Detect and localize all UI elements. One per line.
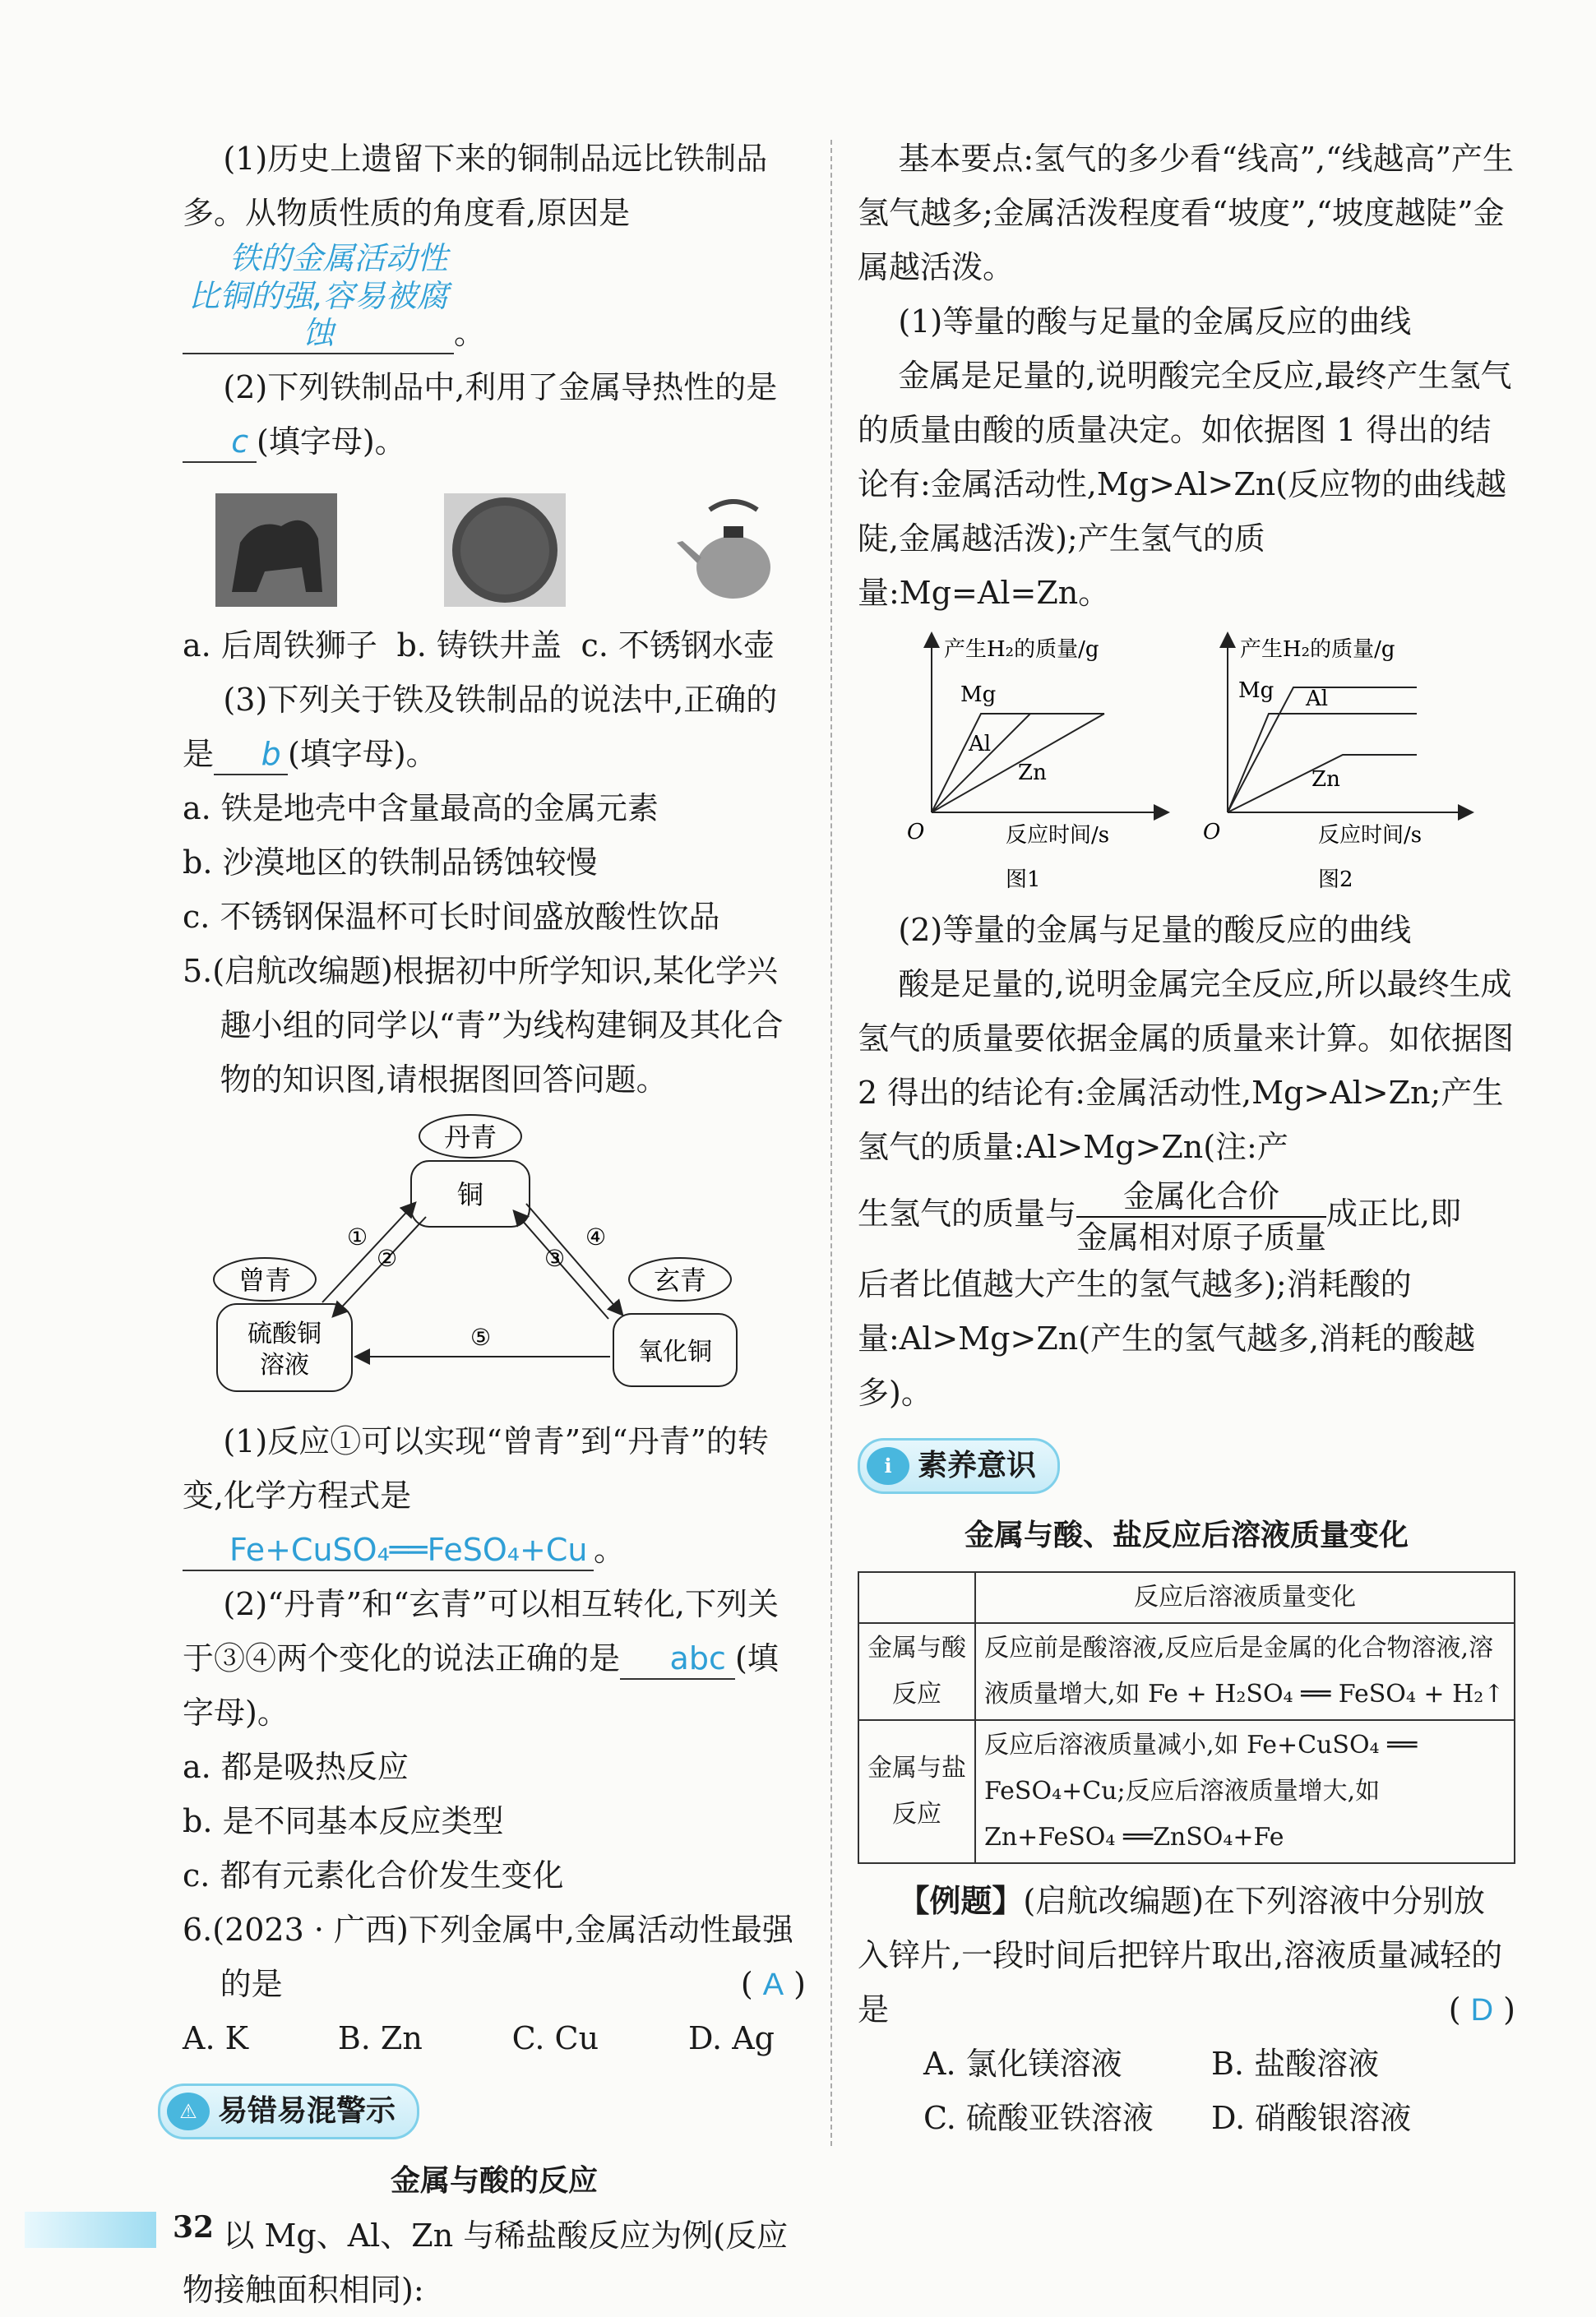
q5-2-option-b: b. 是不同基本反应类型 — [183, 1803, 504, 1840]
example-option-b: B. 盐酸溶液 — [1211, 2045, 1380, 2082]
q4-1: (1)历史上遗留下来的铜制品远比铁制品多。从物质性质的角度看,原因是铁的金属活动性比铜的强,容易被腐蚀 。 — [183, 132, 806, 360]
graph2-caption: 图2 — [1318, 867, 1353, 892]
error-warning-banner — [158, 2083, 419, 2139]
footer-decoration — [25, 2212, 156, 2248]
q5-2-answer: abc — [620, 1640, 735, 1680]
q6-option-b: B. Zn — [337, 2020, 423, 2057]
q4-3: (3)下列关于铁及铁制品的说法中,正确的是 b (填字母)。 — [183, 673, 806, 781]
graph2-al-label: Al — [1306, 687, 1329, 711]
label-4: ④ — [585, 1223, 607, 1251]
fraction-denominator: 金属相对原子质量 — [1076, 1219, 1327, 1256]
q4-3-answer: b — [214, 736, 288, 775]
example-answer-bracket: ( D ) — [1448, 1991, 1515, 2028]
zengqing-label: 曾青 — [238, 1265, 292, 1297]
graph1-zn-label: Zn — [1018, 761, 1047, 785]
row1-text: 反应前是酸溶液,反应后是金属的化合物溶液,溶液质量增大,如 Fe + H₂SO₄ ══ FeSO₄ + H₂↑ — [975, 1623, 1515, 1720]
danqing-label: 丹青 — [443, 1122, 497, 1154]
q6-answer-bracket: ( A ) — [740, 1966, 806, 2003]
graph2-xlabel: 反应时间/s — [1318, 823, 1423, 848]
fraction-numerator: 金属化合价 — [1076, 1177, 1326, 1218]
paragraph-fig2: 酸是足量的,说明金属完全反应,所以最终生成氢气的质量要依据金属的质量来计算。如依据图 2 得出的结论有:金属活动性,Mg>Al>Zn;产生氢气的质量:Al>Mg>Zn(注:产 — [858, 966, 1515, 1165]
graph1-origin: O — [907, 820, 925, 844]
copper-knowledge-diagram — [183, 1113, 806, 1409]
q4-2-option-a: a. 后周铁狮子 — [183, 627, 377, 664]
example-question: 【例题】(启航改编题)在下列溶液中分别放入锌片,一段时间后把锌片取出,溶液质量减轻的是 ( D ) — [858, 1874, 1515, 2037]
graph1-ylabel: 产生H₂的质量/g — [944, 637, 1099, 662]
example-option-a: A. 氯化镁溶液 — [923, 2045, 1122, 2082]
q4-2-options — [183, 618, 775, 673]
subheading-1: (1)等量的酸与足量的金属反应的曲线 — [898, 303, 1412, 340]
iron-products-photos — [215, 493, 806, 607]
graph1-mg-label: Mg — [960, 682, 997, 707]
page-number: 32 — [173, 2210, 215, 2245]
row1-label: 金属与酸反应 — [858, 1623, 975, 1720]
q5-2-option-a: a. 都是吸热反应 — [183, 1749, 409, 1786]
ratio-line: 生氢气的质量与 $\frac{\text{金属化合价}}{\text{金属相对原子质量}}$ 成正比,即 — [858, 1177, 1462, 1256]
q6-options — [183, 2011, 775, 2065]
xuanqing-label: 玄青 — [653, 1265, 707, 1297]
q6-option-a: A. K — [183, 2020, 248, 2057]
arrow-4 — [526, 1204, 622, 1314]
ratio-fraction — [1076, 1177, 1326, 1257]
graph2-mg-label: Mg — [1238, 678, 1274, 703]
literacy-title: 素养意识 — [918, 1448, 1037, 1482]
hydrogen-graphs — [858, 623, 1515, 903]
copper-label: 铜 — [456, 1179, 484, 1211]
q4-3-option-c: c. 不锈钢保温杯可长时间盛放酸性饮品 — [183, 899, 720, 936]
q4-2-option-c: c. 不锈钢水壶 — [581, 627, 775, 664]
section-heading-metal-acid: 金属与酸的反应 — [390, 2164, 598, 2199]
q6-answer: A — [762, 1968, 784, 2003]
q4-2-answer: c — [183, 423, 257, 463]
graph2-ylabel: 产生H₂的质量/g — [1240, 637, 1395, 662]
q5-2: (2)“丹青”和“玄青”可以相互转化,下列关于③④两个变化的说法正确的是 abc (填字母)。 — [183, 1586, 779, 1732]
label-2: ② — [377, 1245, 398, 1273]
literacy-badge-icon: ℹ — [867, 1447, 909, 1485]
right-column — [858, 132, 1515, 2145]
graph1-al-label: Al — [969, 732, 992, 756]
paragraph-fig1: 金属是足量的,说明酸完全反应,最终产生氢气的质量由酸的质量决定。如依据图 1 得出的结论有:金属活动性,Mg>Al>Zn(反应物的曲线越陡,金属越活泼);产生氢气的质量:Mg=Al=Zn。 — [858, 358, 1512, 611]
label-5: ⑤ — [470, 1324, 492, 1352]
q4-3-option-b: b. 沙漠地区的铁制品锈蚀较慢 — [183, 844, 598, 881]
graph2-zn-label: Zn — [1311, 767, 1340, 792]
table-title: 金属与酸、盐反应后溶液质量变化 — [964, 1518, 1409, 1552]
q4-3-option-a: a. 铁是地壳中含量最高的金属元素 — [183, 790, 659, 827]
intro-paragraph: 以 Mg、Al、Zn 与稀盐酸反应为例(反应物接触面积相同): — [183, 2218, 789, 2309]
table-header: 反应后溶液质量变化 — [975, 1572, 1515, 1623]
row2-text: 反应后溶液质量减小,如 Fe+CuSO₄ ══ FeSO₄+Cu;反应后溶液质量增大,如 Zn+FeSO₄ ══ZnSO₄+Fe — [975, 1720, 1515, 1863]
solution-mass-table — [858, 1571, 1515, 1864]
q5-stem: 5.(启航改编题)根据初中所学知识,某化学兴趣小组的同学以“青”为线构建铜及其化合物的知识图,请根据图回答问题。 — [183, 953, 784, 1098]
cuo-label: 氧化铜 — [638, 1338, 712, 1367]
q6-option-c: C. Cu — [511, 2020, 599, 2057]
error-warning-title: 易错易混警示 — [218, 2094, 396, 2129]
paragraph-acid-consumption: 后者比值越大产生的氢气越多);消耗酸的量:Al>Mg>Zn(产生的氢气越多,消耗的酸越多)。 — [858, 1265, 1476, 1411]
arrow-1 — [322, 1204, 414, 1302]
subheading-2: (2)等量的金属与足量的酸反应的曲线 — [898, 912, 1412, 948]
q5-2-option-c: c. 都有元素化合价发生变化 — [183, 1857, 564, 1894]
q5-1: (1)反应①可以实现“曾青”到“丹青”的转变,化学方程式是Fe+CuSO₄══FeSO₄+Cu 。 — [183, 1414, 806, 1577]
q4-2-option-b: b. 铸铁井盖 — [396, 627, 562, 664]
warning-badge-icon: ⚠ — [167, 2093, 210, 2130]
basic-points: 基本要点:氢气的多少看“线高”,“线越高”产生氢气越多;金属活泼程度看“坡度”,“坡度越陡”金属越活泼。 — [858, 141, 1514, 285]
example-answer: D — [1470, 1992, 1494, 2028]
cuso4-label: 硫酸铜 — [247, 1320, 322, 1349]
q5-1-answer: Fe+CuSO₄══FeSO₄+Cu — [183, 1532, 594, 1571]
kettle-image — [673, 493, 794, 607]
cuso4-label-2: 溶液 — [260, 1351, 309, 1380]
graph2-origin: O — [1203, 820, 1221, 844]
manhole-cover-image — [444, 493, 566, 607]
column-divider — [830, 140, 832, 2146]
example-option-d: D. 硝酸银溶液 — [1211, 2099, 1412, 2136]
q6-option-d: D. Ag — [687, 2020, 775, 2057]
label-1: ① — [347, 1223, 368, 1251]
graph1-xlabel: 反应时间/s — [1006, 823, 1110, 848]
left-column — [179, 132, 806, 2317]
example-options — [858, 2037, 1412, 2145]
graph-1 — [907, 637, 1162, 892]
q4-1-answer: 铁的金属活动性比铜的强,容易被腐蚀 — [183, 240, 454, 354]
literacy-banner — [858, 1438, 1060, 1494]
graph1-caption: 图1 — [1006, 867, 1041, 892]
row2-label: 金属与盐反应 — [858, 1720, 975, 1863]
q6-stem: 6.(2023 · 广西)下列金属中,金属活动性最强的是 ( A ) — [183, 1903, 806, 2011]
iron-lion-image — [215, 493, 337, 607]
example-option-c: C. 硫酸亚铁溶液 — [923, 2099, 1154, 2136]
label-3: ③ — [544, 1245, 566, 1273]
graph-2 — [1203, 637, 1466, 892]
q4-2: (2)下列铁制品中,利用了金属导热性的是 c (填字母)。 — [183, 360, 806, 469]
